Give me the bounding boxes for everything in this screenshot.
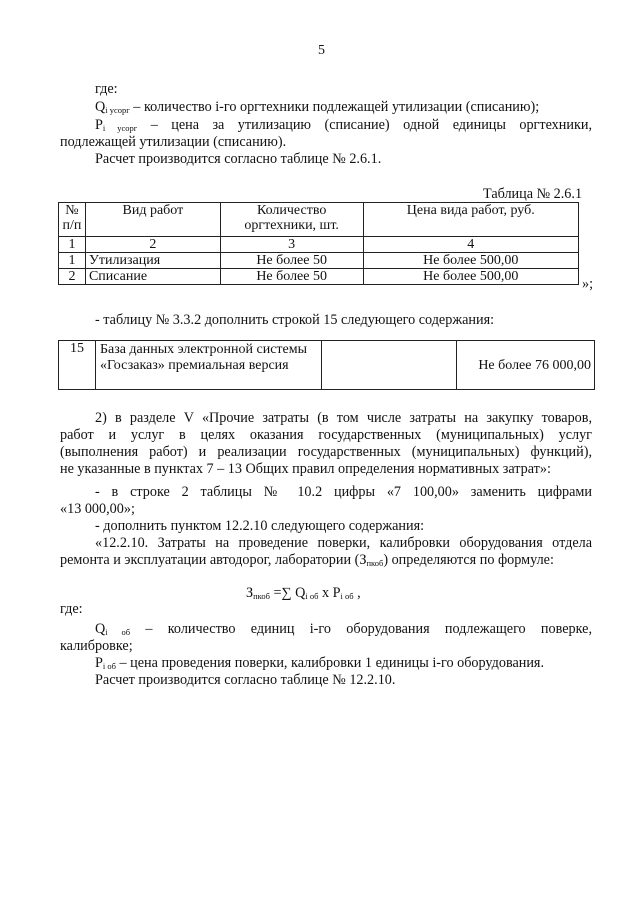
table-261 xyxy=(58,202,579,285)
table-row xyxy=(59,341,595,390)
symbol: Q xyxy=(95,99,106,115)
para2-line1: 2) в разделе V «Прочие затраты (в том числе затраты на закупку товаров, xyxy=(95,410,592,426)
formula-end: , xyxy=(353,585,361,601)
where-label: где: xyxy=(95,81,118,97)
header-num: № п/п xyxy=(59,203,86,237)
index-cell: 1 xyxy=(59,237,86,253)
formula xyxy=(246,585,361,602)
para2-line2: работ и услуг в целях оказания государственных (муниципальных) услуг xyxy=(60,427,592,443)
para-12210-line1: «12.2.10. Затраты на проведение поверки, калибровки оборудования отдела xyxy=(95,535,592,551)
row-work-type: Списание xyxy=(85,269,220,285)
definition-q-ob-line2: калибровке; xyxy=(60,638,133,654)
formula-sum: =∑ Q xyxy=(269,585,306,601)
row-name: База данных электронной системы «Госзаказ» премиальная версия xyxy=(95,341,322,390)
row-quantity: Не более 50 xyxy=(220,269,363,285)
definition-p-usorg-line1 xyxy=(95,117,592,134)
row-empty-cell xyxy=(322,341,457,390)
formula-times: х P xyxy=(318,585,341,601)
text-part: ремонта и эксплуатации автодорог, лаборатории (З xyxy=(60,552,367,568)
symbol: P xyxy=(95,117,103,133)
table-332-intro: - таблицу № 3.3.2 дополнить строкой 15 следующего содержания: xyxy=(95,312,495,328)
row-quantity: Не более 50 xyxy=(220,253,363,269)
row-num: 2 xyxy=(59,269,86,285)
row-price: Не более 500,00 xyxy=(363,269,578,285)
definition-q-ob-line1 xyxy=(95,621,592,638)
table-261-closing-quote: »; xyxy=(582,276,594,292)
bullet1-line2: «13 000,00»; xyxy=(60,501,135,517)
index-cell: 3 xyxy=(220,237,363,253)
table-index-row xyxy=(59,237,579,253)
definition-text: – цена за утилизацию (списание) одной единицы оргтехники, xyxy=(137,117,592,133)
page-number: 5 xyxy=(318,43,325,58)
definition-text: – количество i-го оргтехники подлежащей утилизации (списанию); xyxy=(129,99,540,115)
calc-note-12210: Расчет производится согласно таблице № 12.2.10. xyxy=(95,672,396,688)
row-num: 15 xyxy=(59,341,96,390)
where-label-2: где: xyxy=(60,601,83,617)
index-cell: 4 xyxy=(363,237,578,253)
definition-text: – цена проведения поверки, калибровки 1 единицы i-го оборудования. xyxy=(115,655,545,671)
subscript: пкоб xyxy=(366,558,384,568)
subscript: i об xyxy=(340,591,354,601)
subscript: пкоб xyxy=(253,591,270,601)
definition-q-usorg xyxy=(95,99,539,116)
row-work-type: Утилизация xyxy=(85,253,220,269)
bullet1-line1: - в строке 2 таблицы № 10.2 цифры «7 100,00» заменить цифрами xyxy=(95,484,592,500)
definition-p-ob xyxy=(95,655,544,672)
para2-line3: (выполнения работ) и реализации государственных (муниципальных) функций), xyxy=(60,444,592,460)
table-261-caption: Таблица № 2.6.1 xyxy=(483,186,583,202)
index-cell: 2 xyxy=(85,237,220,253)
definition-p-usorg-line2: подлежащей утилизации (списанию). xyxy=(60,134,287,150)
table-row xyxy=(59,253,579,269)
header-price: Цена вида работ, руб. xyxy=(363,203,578,237)
bullet2: - дополнить пунктом 12.2.10 следующего содержания: xyxy=(95,518,425,534)
text-part: ) определяются по формуле: xyxy=(383,552,554,568)
symbol: P xyxy=(95,655,103,671)
para-12210-line2 xyxy=(60,552,554,569)
para2-line4: не указанные в пунктах 7 – 13 Общих правил определения нормативных затрат»: xyxy=(60,461,551,477)
subscript: i усорг xyxy=(102,123,138,133)
symbol: Q xyxy=(95,621,106,637)
subscript: i об xyxy=(305,591,319,601)
row-price: Не более 76 000,00 xyxy=(457,341,595,390)
subscript: i об xyxy=(105,627,131,637)
table-header-row xyxy=(59,203,579,237)
table-row xyxy=(59,269,579,285)
header-quantity: Количество оргтехники, шт. xyxy=(220,203,363,237)
row-price: Не более 500,00 xyxy=(363,253,578,269)
table-332-row-15 xyxy=(58,340,595,390)
formula-lhs: З xyxy=(246,585,254,601)
definition-text: – количество единиц i-го оборудования подлежащего поверке, xyxy=(130,621,593,637)
header-work-type: Вид работ xyxy=(85,203,220,237)
row-num: 1 xyxy=(59,253,86,269)
subscript: i усорг xyxy=(105,105,130,115)
calc-note-261: Расчет производится согласно таблице № 2.6.1. xyxy=(95,151,382,167)
subscript: i об xyxy=(102,661,116,671)
